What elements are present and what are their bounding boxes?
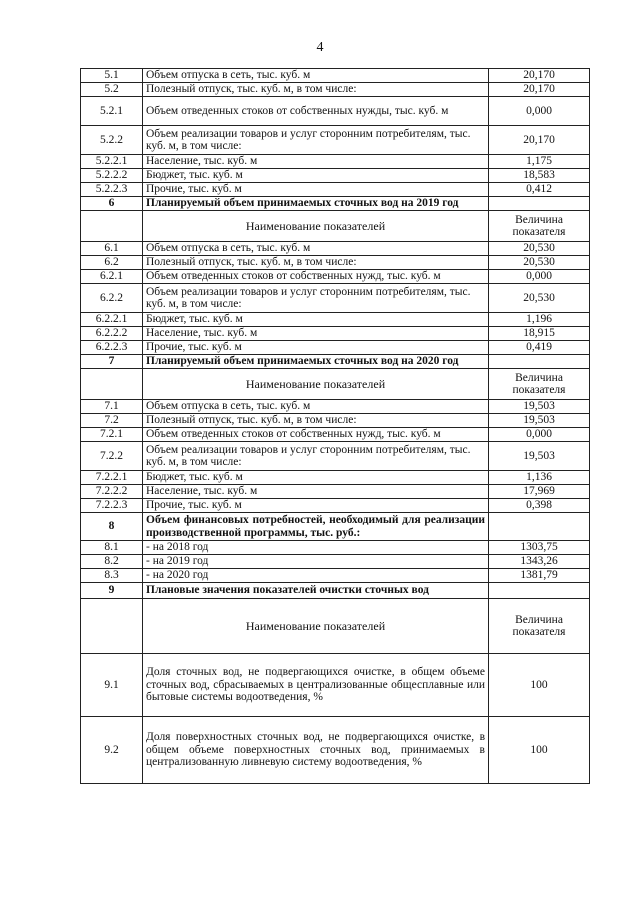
indicator-value [489,513,590,541]
table-row [81,654,590,717]
table-row [81,341,590,355]
indicator-name: - на 2018 год [143,541,489,555]
indicator-value: 20,530 [489,284,590,313]
row-number: 9.1 [81,654,143,717]
indicator-name: Объем отведенных стоков от собственных нужды, тыс. куб. м [143,97,489,126]
indicator-name: Полезный отпуск, тыс. куб. м, в том числе: [143,83,489,97]
table-row [81,270,590,284]
indicator-value: 0,398 [489,499,590,513]
table-row [81,485,590,499]
indicator-name: Полезный отпуск, тыс. куб. м, в том числе: [143,256,489,270]
indicator-name: Прочие, тыс. куб. м [143,499,489,513]
indicator-name: Бюджет, тыс. куб. м [143,169,489,183]
indicator-value: 0,000 [489,270,590,284]
section-row [81,197,590,211]
row-number: 9.2 [81,717,143,784]
indicator-name: Объем отведенных стоков от собственных нужд, тыс. куб. м [143,428,489,442]
indicator-value: 1,175 [489,155,590,169]
indicator-value [489,583,590,599]
row-number: 8.2 [81,555,143,569]
indicator-name: Плановые значения показателей очистки сточных вод [143,583,489,599]
indicator-name: - на 2019 год [143,555,489,569]
row-number: 7.2 [81,414,143,428]
table-row [81,471,590,485]
header-row [81,369,590,400]
indicator-value: 100 [489,654,590,717]
indicator-name: Объем финансовых потребностей, необходимый для реализации производственной программы, тыс. руб.: [143,513,489,541]
indicator-name: Население, тыс. куб. м [143,485,489,499]
indicator-value: 1343,26 [489,555,590,569]
indicator-value: 1303,75 [489,541,590,555]
indicator-value: 0,000 [489,97,590,126]
table-row [81,155,590,169]
row-number: 5.2 [81,83,143,97]
indicator-name: Объем отведенных стоков от собственных нужд, тыс. куб. м [143,270,489,284]
row-number: 7.2.2.3 [81,499,143,513]
row-number: 6.2 [81,256,143,270]
table-row [81,499,590,513]
indicator-value [489,355,590,369]
header-row [81,211,590,242]
indicator-value: 20,530 [489,256,590,270]
indicator-value: 100 [489,717,590,784]
indicator-name: - на 2020 год [143,569,489,583]
indicator-name: Бюджет, тыс. куб. м [143,313,489,327]
indicator-value: 0,419 [489,341,590,355]
header-row [81,599,590,654]
indicator-value: 20,170 [489,69,590,83]
row-number: 7.2.2 [81,442,143,471]
indicator-name: Население, тыс. куб. м [143,155,489,169]
row-number: 7.2.2.2 [81,485,143,499]
section-row [81,355,590,369]
indicator-name: Объем отпуска в сеть, тыс. куб. м [143,69,489,83]
indicator-name: Бюджет, тыс. куб. м [143,471,489,485]
table-row [81,97,590,126]
indicator-value: 1,196 [489,313,590,327]
indicator-value: 19,503 [489,400,590,414]
indicator-name: Объем реализации товаров и услуг сторонним потребителям, тыс. куб. м, в том числе: [143,442,489,471]
indicator-value: 20,170 [489,126,590,155]
table-row [81,69,590,83]
table-row [81,555,590,569]
table-row [81,428,590,442]
indicator-value: 0,412 [489,183,590,197]
row-number: 5.2.2.1 [81,155,143,169]
table-row [81,169,590,183]
row-number: 5.2.2 [81,126,143,155]
row-number [81,369,143,400]
column-header-name: Наименование показателей [143,211,489,242]
indicator-name: Население, тыс. куб. м [143,327,489,341]
column-header-value: Величина показателя [489,211,590,242]
indicator-name: Прочие, тыс. куб. м [143,183,489,197]
row-number: 5.2.2.3 [81,183,143,197]
row-number [81,211,143,242]
indicator-value [489,197,590,211]
indicator-name: Объем отпуска в сеть, тыс. куб. м [143,400,489,414]
table-row [81,284,590,313]
section-row [81,583,590,599]
table-row [81,256,590,270]
indicator-name: Объем реализации товаров и услуг сторонним потребителям, тыс. куб. м, в том числе: [143,126,489,155]
column-header-name: Наименование показателей [143,599,489,654]
indicator-value: 18,583 [489,169,590,183]
row-number: 5.1 [81,69,143,83]
indicator-value: 1381,79 [489,569,590,583]
row-number: 9 [81,583,143,599]
table-row [81,183,590,197]
table-row [81,541,590,555]
row-number: 8.3 [81,569,143,583]
row-number [81,599,143,654]
row-number: 8 [81,513,143,541]
column-header-name: Наименование показателей [143,369,489,400]
table-row [81,313,590,327]
table-row [81,242,590,256]
row-number: 5.2.2.2 [81,169,143,183]
table-row [81,83,590,97]
indicator-name: Полезный отпуск, тыс. куб. м, в том числе: [143,414,489,428]
indicator-name: Объем реализации товаров и услуг сторонним потребителям, тыс. куб. м, в том числе: [143,284,489,313]
table-row [81,126,590,155]
indicator-value: 17,969 [489,485,590,499]
indicator-name: Прочие, тыс. куб. м [143,341,489,355]
row-number: 5.2.1 [81,97,143,126]
indicator-name: Планируемый объем принимаемых сточных вод на 2019 год [143,197,489,211]
row-number: 7 [81,355,143,369]
row-number: 6 [81,197,143,211]
page-number: 4 [316,40,324,55]
row-number: 7.2.1 [81,428,143,442]
row-number: 6.2.2.3 [81,341,143,355]
row-number: 6.2.2.1 [81,313,143,327]
row-number: 6.2.2.2 [81,327,143,341]
table-row [81,442,590,471]
table-row [81,717,590,784]
row-number: 7.2.2.1 [81,471,143,485]
indicator-value: 0,000 [489,428,590,442]
row-number: 6.2.1 [81,270,143,284]
row-number: 6.2.2 [81,284,143,313]
indicator-value: 20,170 [489,83,590,97]
row-number: 6.1 [81,242,143,256]
indicator-name: Доля поверхностных сточных вод, не подвергающихся очистке, в общем объеме поверхностных сточных вод, принимаемых в централизованную ливневую систему водоотведения, % [143,717,489,784]
indicator-name: Доля сточных вод, не подвергающихся очистке, в общем объеме сточных вод, сбрасываемых в централизованные общесплавные или бытовые системы водоотведения, % [143,654,489,717]
column-header-value: Величина показателя [489,369,590,400]
indicator-value: 18,915 [489,327,590,341]
production-program-table [80,68,590,784]
table-row [81,569,590,583]
row-number: 7.1 [81,400,143,414]
indicator-value: 20,530 [489,242,590,256]
table-row [81,327,590,341]
column-header-value: Величина показателя [489,599,590,654]
table-row [81,400,590,414]
indicator-value: 19,503 [489,442,590,471]
indicator-name: Объем отпуска в сеть, тыс. куб. м [143,242,489,256]
indicator-name: Планируемый объем принимаемых сточных вод на 2020 год [143,355,489,369]
table-row [81,414,590,428]
indicator-value: 19,503 [489,414,590,428]
section-row [81,513,590,541]
indicator-value: 1,136 [489,471,590,485]
row-number: 8.1 [81,541,143,555]
